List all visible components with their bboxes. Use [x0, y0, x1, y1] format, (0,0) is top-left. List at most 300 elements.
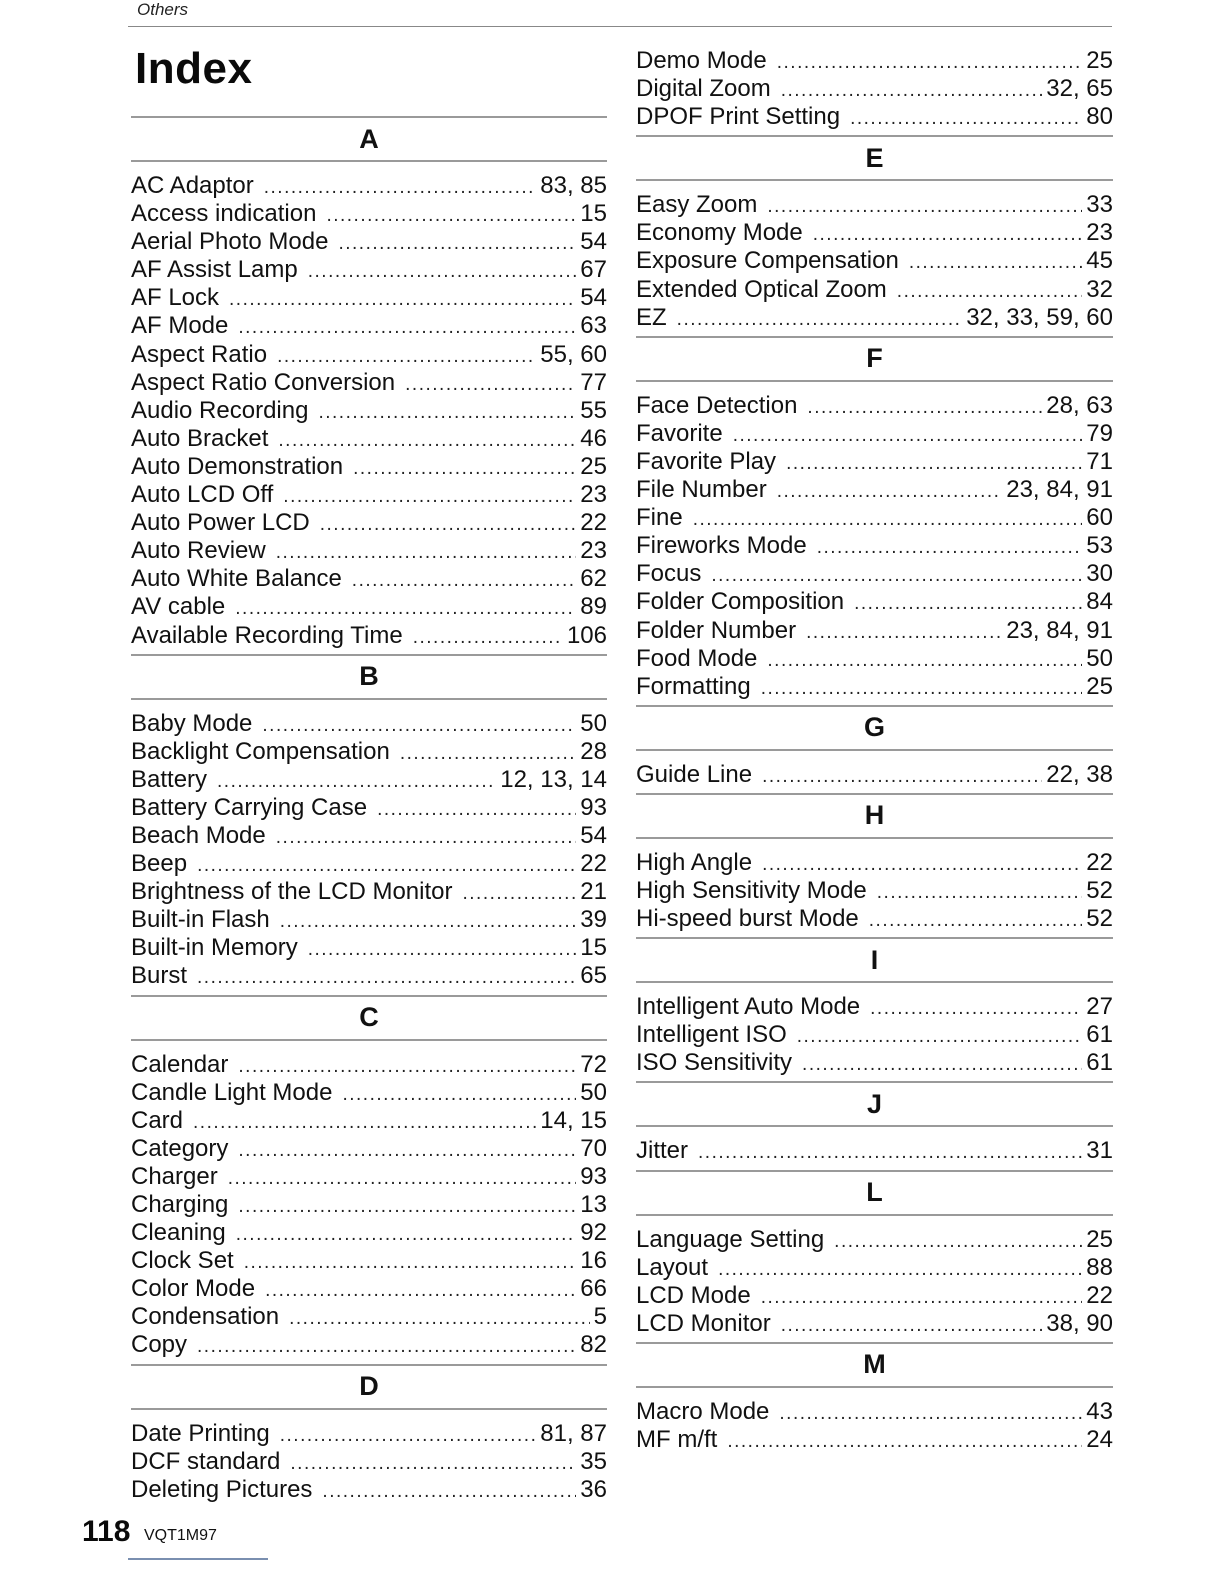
- dot-leader: [762, 851, 1082, 879]
- letter-heading: E: [636, 135, 1113, 181]
- index-pages: 16: [580, 1247, 607, 1275]
- index-entry: [131, 341, 607, 369]
- entry-list: [636, 191, 1113, 331]
- index-entry: [131, 481, 607, 509]
- index-term: Backlight Compensation: [131, 737, 390, 765]
- index-entry: [636, 560, 1113, 588]
- index-term: Exposure Compensation: [636, 247, 899, 275]
- dot-leader: [781, 77, 1043, 105]
- dot-leader: [777, 478, 1003, 506]
- index-term: Battery: [131, 765, 208, 793]
- index-entry: [636, 588, 1113, 616]
- dot-leader: [322, 1478, 576, 1506]
- index-pages: 79: [1086, 419, 1113, 447]
- index-term: Favorite: [636, 419, 723, 447]
- index-term: MF m/ft: [636, 1426, 718, 1453]
- index-term: Economy Mode: [636, 219, 803, 247]
- dot-leader: [786, 450, 1082, 478]
- index-pages: 54: [580, 821, 607, 849]
- index-entry: [636, 1137, 1113, 1165]
- index-pages: 88: [1086, 1253, 1113, 1281]
- entry-list: [131, 1420, 607, 1504]
- dot-leader: [276, 824, 577, 852]
- index-pages: 52: [1086, 905, 1113, 933]
- index-pages: 93: [580, 1162, 607, 1190]
- index-entry: [636, 1426, 1113, 1454]
- dot-leader: [698, 1139, 1082, 1167]
- index-term: Built-in Memory: [131, 934, 298, 962]
- index-entry: [636, 47, 1113, 75]
- entry-list: [131, 710, 607, 991]
- index-entry: [131, 565, 607, 593]
- index-pages: 27: [1086, 993, 1113, 1021]
- index-pages: 23, 84, 91: [1006, 476, 1113, 504]
- index-pages: 38, 90: [1046, 1309, 1113, 1337]
- index-pages: 50: [580, 709, 607, 737]
- index-pages: 55: [580, 396, 607, 424]
- index-term: Charger: [131, 1162, 218, 1190]
- index-entry: [636, 75, 1113, 103]
- index-entry: [636, 420, 1113, 448]
- index-pages: 60: [1086, 504, 1113, 532]
- dot-leader: [238, 1193, 576, 1221]
- index-term: AF Mode: [131, 312, 229, 340]
- dot-leader: [807, 394, 1042, 422]
- index-term: AC Adaptor: [131, 172, 254, 199]
- dot-leader: [733, 422, 1083, 450]
- dot-leader: [834, 1228, 1082, 1256]
- index-entry: [636, 448, 1113, 476]
- index-pages: 61: [1086, 1021, 1113, 1049]
- index-entry: [131, 1107, 607, 1135]
- letter-heading: L: [636, 1170, 1113, 1216]
- index-pages: 23, 84, 91: [1006, 616, 1113, 644]
- index-pages: 71: [1086, 447, 1113, 475]
- dot-leader: [280, 1422, 537, 1450]
- index-entry: [131, 312, 607, 340]
- index-pages: 5: [593, 1303, 607, 1331]
- index-term: Beach Mode: [131, 821, 266, 849]
- index-pages: 89: [580, 593, 607, 621]
- index-entry: [636, 392, 1113, 420]
- index-pages: 25: [1086, 672, 1113, 700]
- index-entry: [636, 103, 1113, 131]
- index-entry: [131, 228, 607, 256]
- dot-leader: [761, 1284, 1083, 1312]
- index-term: Access indication: [131, 200, 317, 228]
- index-pages: 80: [1086, 103, 1113, 131]
- page-number: 118: [82, 1515, 131, 1548]
- index-entry: [131, 1051, 607, 1079]
- index-term: Fine: [636, 504, 683, 532]
- dot-leader: [228, 1165, 577, 1193]
- dot-leader: [283, 483, 576, 511]
- index-term: Food Mode: [636, 644, 758, 672]
- index-pages: 53: [1086, 532, 1113, 560]
- index-entry: [131, 906, 607, 934]
- index-pages: 93: [580, 793, 607, 821]
- index-term: Copy: [131, 1331, 188, 1359]
- dot-leader: [326, 202, 576, 230]
- index-term: Calendar: [131, 1050, 229, 1078]
- dot-leader: [413, 624, 563, 652]
- index-pages: 32: [1086, 275, 1113, 303]
- index-term: Battery Carrying Case: [131, 793, 368, 821]
- index-term: Condensation: [131, 1303, 280, 1331]
- index-entry: [131, 1420, 607, 1448]
- index-term: Jitter: [636, 1137, 689, 1165]
- index-entry: [131, 1247, 607, 1275]
- dot-leader: [197, 964, 576, 992]
- index-pages: 23: [1086, 219, 1113, 247]
- dot-leader: [197, 852, 576, 880]
- dot-leader: [850, 105, 1082, 133]
- index-entry: [636, 1021, 1113, 1049]
- dot-leader: [290, 1450, 576, 1478]
- document-code: VQT1M97: [144, 1527, 217, 1544]
- entry-list: [636, 849, 1113, 933]
- entry-list: [636, 1137, 1113, 1165]
- index-term: Easy Zoom: [636, 191, 758, 219]
- index-pages: 63: [580, 312, 607, 340]
- index-entry: [131, 1163, 607, 1191]
- index-pages: 23: [580, 537, 607, 565]
- index-term: Aerial Photo Mode: [131, 228, 329, 256]
- index-entry: [131, 425, 607, 453]
- index-term: Card: [131, 1106, 184, 1134]
- index-term: Brightness of the LCD Monitor: [131, 878, 453, 906]
- dot-leader: [897, 278, 1083, 306]
- index-entry: [131, 172, 607, 200]
- index-entry: [131, 1191, 607, 1219]
- index-entry: [131, 962, 607, 990]
- index-term: Aspect Ratio: [131, 340, 268, 368]
- index-entry: [636, 476, 1113, 504]
- index-entry: [636, 304, 1113, 332]
- letter-heading: J: [636, 1081, 1113, 1127]
- index-pages: 62: [580, 565, 607, 593]
- dot-leader: [779, 1400, 1082, 1428]
- index-entry: [636, 993, 1113, 1021]
- dot-leader: [238, 1053, 576, 1081]
- dot-leader: [854, 590, 1082, 618]
- index-term: Category: [131, 1134, 229, 1162]
- index-term: Favorite Play: [636, 447, 777, 475]
- index-pages: 31: [1086, 1137, 1113, 1165]
- index-term: Hi-speed burst Mode: [636, 905, 859, 933]
- index-pages: 92: [580, 1219, 607, 1247]
- entry-list: [636, 761, 1113, 789]
- index-pages: 24: [1086, 1426, 1113, 1453]
- index-pages: 28: [580, 737, 607, 765]
- letter-heading: G: [636, 705, 1113, 751]
- index-pages: 43: [1086, 1397, 1113, 1425]
- dot-leader: [400, 740, 576, 768]
- dot-leader: [767, 647, 1082, 675]
- dot-leader: [236, 1221, 577, 1249]
- index-entry: [636, 877, 1113, 905]
- index-term: High Angle: [636, 848, 753, 876]
- index-pages: 22: [580, 509, 607, 537]
- index-entry: [636, 1049, 1113, 1077]
- index-term: Layout: [636, 1253, 709, 1281]
- index-entry: [636, 504, 1113, 532]
- index-entry: [131, 766, 607, 794]
- index-term: Fireworks Mode: [636, 532, 807, 560]
- index-pages: 14, 15: [540, 1106, 607, 1134]
- index-term: Built-in Flash: [131, 906, 270, 934]
- entry-list: [636, 993, 1113, 1077]
- index-term: Focus: [636, 560, 702, 588]
- index-term: AF Assist Lamp: [131, 256, 298, 284]
- index-term: High Sensitivity Mode: [636, 876, 867, 904]
- dot-leader: [320, 511, 577, 539]
- index-entry: [131, 537, 607, 565]
- index-term: Digital Zoom: [636, 75, 771, 103]
- dot-leader: [870, 995, 1082, 1023]
- index-entry: [636, 849, 1113, 877]
- index-term: Folder Number: [636, 616, 797, 644]
- dot-leader: [693, 506, 1083, 534]
- index-pages: 82: [580, 1331, 607, 1359]
- dot-leader: [377, 796, 576, 824]
- index-term: Auto Demonstration: [131, 452, 344, 480]
- dot-leader: [235, 595, 576, 623]
- index-term: File Number: [636, 476, 767, 504]
- index-term: Baby Mode: [131, 709, 253, 737]
- section-label: Others: [137, 0, 189, 19]
- index-entry: [131, 1331, 607, 1359]
- index-term: Language Setting: [636, 1225, 825, 1253]
- dot-leader: [280, 908, 577, 936]
- index-term: Face Detection: [636, 391, 798, 419]
- dot-leader: [352, 567, 577, 595]
- dot-leader: [462, 880, 576, 908]
- dot-leader: [244, 1249, 577, 1277]
- index-pages: 52: [1086, 876, 1113, 904]
- index-pages: 36: [580, 1475, 607, 1503]
- letter-heading: H: [636, 793, 1113, 839]
- index-entry: [131, 794, 607, 822]
- index-entry: [131, 284, 607, 312]
- index-entry: [131, 369, 607, 397]
- index-entry: [131, 397, 607, 425]
- dot-leader: [813, 221, 1083, 249]
- index-term: Burst: [131, 962, 188, 990]
- index-term: Extended Optical Zoom: [636, 275, 887, 303]
- index-pages: 28, 63: [1046, 391, 1113, 419]
- dot-leader: [718, 1256, 1082, 1284]
- letter-heading: C: [131, 995, 607, 1041]
- index-entry: [131, 710, 607, 738]
- dot-leader: [193, 1109, 536, 1137]
- dot-leader: [229, 286, 576, 314]
- dot-leader: [762, 763, 1042, 791]
- entry-list: [636, 392, 1113, 701]
- dot-leader: [777, 49, 1083, 77]
- index-pages: 35: [580, 1447, 607, 1475]
- index-term: Formatting: [636, 672, 751, 700]
- index-pages: 25: [1086, 1225, 1113, 1253]
- index-term: Auto Bracket: [131, 424, 269, 452]
- index-term: Intelligent ISO: [636, 1021, 787, 1049]
- index-entry: [131, 200, 607, 228]
- index-pages: 32, 65: [1046, 75, 1113, 103]
- index-term: Intelligent Auto Mode: [636, 993, 861, 1021]
- index-entry: [131, 1135, 607, 1163]
- index-term: Demo Mode: [636, 47, 767, 74]
- index-entry: [636, 247, 1113, 275]
- index-entry: [131, 1275, 607, 1303]
- dot-leader: [797, 1023, 1083, 1051]
- index-entry: [131, 1303, 607, 1331]
- index-term: DCF standard: [131, 1447, 281, 1475]
- index-entry: [131, 878, 607, 906]
- index-entry: [131, 593, 607, 621]
- index-pages: 22, 38: [1046, 760, 1113, 788]
- index-entry: [131, 1079, 607, 1107]
- index-term: Guide Line: [636, 760, 753, 788]
- index-entry: [636, 617, 1113, 645]
- index-right-column: [636, 47, 1113, 1458]
- index-pages: 23: [580, 481, 607, 509]
- index-entry: [636, 905, 1113, 933]
- index-entry: [131, 738, 607, 766]
- index-term: Auto White Balance: [131, 565, 342, 593]
- dot-leader: [909, 249, 1082, 277]
- index-entry: [636, 191, 1113, 219]
- index-entry: [636, 532, 1113, 560]
- index-pages: 13: [580, 1191, 607, 1218]
- index-term: Audio Recording: [131, 396, 309, 424]
- index-entry: [131, 622, 607, 650]
- dot-leader: [338, 230, 576, 258]
- index-entry: [131, 509, 607, 537]
- dot-leader: [238, 314, 576, 342]
- dot-leader: [276, 539, 577, 567]
- entry-list: [131, 172, 607, 650]
- index-pages: 30: [1086, 560, 1113, 588]
- dot-leader: [197, 1333, 576, 1361]
- index-pages: 72: [580, 1050, 607, 1078]
- dot-leader: [318, 399, 576, 427]
- index-term: Candle Light Mode: [131, 1078, 333, 1106]
- dot-leader: [767, 193, 1082, 221]
- dot-leader: [264, 174, 537, 202]
- page-title: Index: [135, 44, 253, 93]
- index-entry: [636, 1254, 1113, 1282]
- index-term: AV cable: [131, 593, 226, 621]
- index-pages: 83, 85: [540, 172, 607, 199]
- index-entry: [636, 1226, 1113, 1254]
- index-term: LCD Mode: [636, 1281, 751, 1309]
- dot-leader: [308, 936, 577, 964]
- index-pages: 25: [580, 452, 607, 480]
- index-pages: 50: [1086, 644, 1113, 672]
- dot-leader: [238, 1137, 576, 1165]
- dot-leader: [289, 1305, 590, 1333]
- index-entry: [636, 1398, 1113, 1426]
- index-term: Cleaning: [131, 1219, 226, 1247]
- letter-heading: D: [131, 1364, 607, 1410]
- index-pages: 67: [580, 256, 607, 284]
- index-entry: [636, 761, 1113, 789]
- index-term: Auto LCD Off: [131, 481, 274, 509]
- entry-list-continued: [636, 47, 1113, 131]
- index-pages: 21: [580, 878, 607, 906]
- index-pages: 45: [1086, 247, 1113, 275]
- index-term: Auto Power LCD: [131, 509, 310, 537]
- index-term: Beep: [131, 850, 188, 878]
- index-pages: 15: [580, 934, 607, 962]
- entry-list: [636, 1398, 1113, 1454]
- index-entry: [131, 453, 607, 481]
- letter-heading: I: [636, 937, 1113, 983]
- index-term: ISO Sensitivity: [636, 1049, 793, 1077]
- index-pages: 55, 60: [540, 340, 607, 368]
- dot-leader: [278, 427, 576, 455]
- index-term: Aspect Ratio Conversion: [131, 368, 396, 396]
- index-pages: 22: [580, 850, 607, 878]
- index-term: Color Mode: [131, 1275, 256, 1303]
- index-pages: 46: [580, 424, 607, 452]
- index-pages: 54: [580, 228, 607, 256]
- dot-leader: [781, 1312, 1043, 1340]
- dot-leader: [817, 534, 1083, 562]
- dot-leader: [262, 712, 576, 740]
- index-pages: 66: [580, 1275, 607, 1303]
- index-pages: 39: [580, 906, 607, 934]
- dot-leader: [342, 1081, 576, 1109]
- dot-leader: [802, 1051, 1082, 1079]
- index-entry: [636, 276, 1113, 304]
- index-pages: 25: [1086, 47, 1113, 74]
- index-term: AF Lock: [131, 284, 220, 312]
- top-rule: [128, 26, 1112, 27]
- letter-heading: M: [636, 1342, 1113, 1388]
- index-pages: 106: [566, 621, 607, 649]
- entry-list: [131, 1051, 607, 1360]
- index-term: Date Printing: [131, 1419, 270, 1447]
- index-entry: [131, 850, 607, 878]
- index-pages: 54: [580, 284, 607, 312]
- index-term: Folder Composition: [636, 588, 845, 616]
- index-pages: 15: [580, 200, 607, 228]
- dot-leader: [353, 455, 576, 483]
- index-pages: 50: [580, 1078, 607, 1106]
- dot-leader: [727, 1428, 1082, 1456]
- index-entry: [131, 822, 607, 850]
- letter-heading: B: [131, 654, 607, 700]
- entry-list: [636, 1226, 1113, 1338]
- index-pages: 84: [1086, 588, 1113, 616]
- index-entry: [636, 219, 1113, 247]
- dot-leader: [265, 1277, 576, 1305]
- index-pages: 12, 13, 14: [500, 765, 607, 793]
- index-term: Deleting Pictures: [131, 1475, 313, 1503]
- dot-leader: [217, 768, 496, 796]
- dot-leader: [277, 343, 536, 371]
- index-term: LCD Monitor: [636, 1309, 771, 1337]
- dot-leader: [308, 258, 577, 286]
- index-term: Macro Mode: [636, 1397, 770, 1425]
- index-pages: 77: [580, 368, 607, 396]
- index-pages: 33: [1086, 191, 1113, 219]
- index-pages: 32, 33, 59, 60: [966, 303, 1113, 331]
- dot-leader: [405, 371, 576, 399]
- index-entry: [636, 645, 1113, 673]
- index-entry: [131, 1476, 607, 1504]
